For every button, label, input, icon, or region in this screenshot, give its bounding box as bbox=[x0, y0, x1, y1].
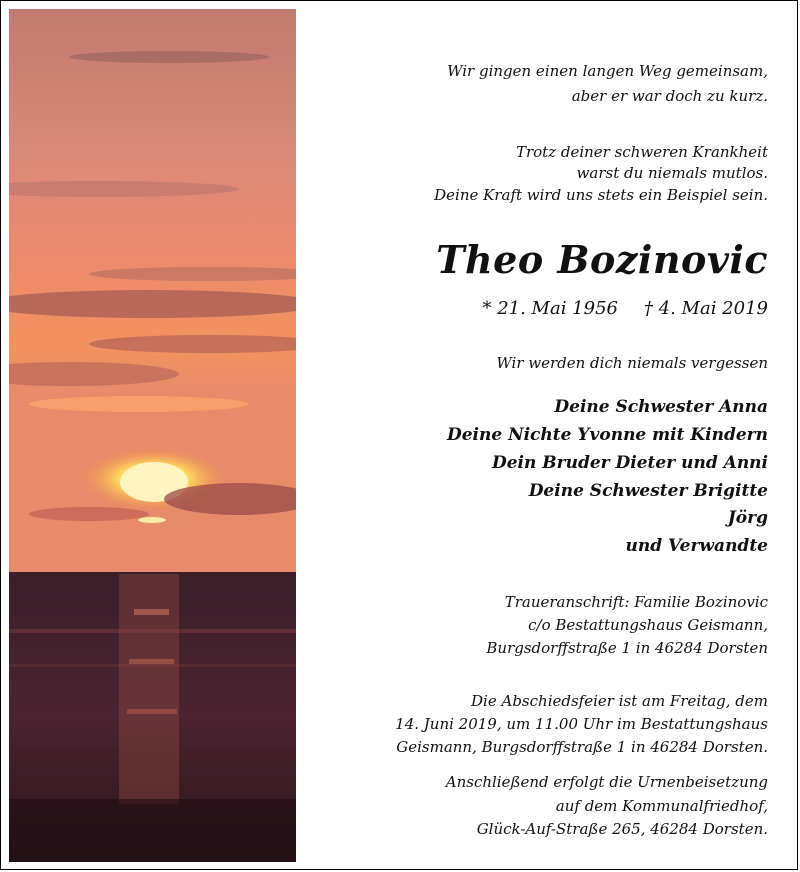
verse-line: Trotz deiner schweren Krankheit bbox=[515, 143, 768, 161]
death-date: † 4. Mai 2019 bbox=[643, 298, 768, 319]
ceremony-line: Glück-Auf-Straße 265, 46284 Dorsten. bbox=[476, 820, 768, 838]
ceremony-line: Geismann, Burgsdorffstraße 1 in 46284 Dorsten. bbox=[396, 738, 768, 756]
remembrance-line: Wir werden dich niemals vergessen bbox=[496, 354, 768, 372]
ceremony-line: Anschließend erfolgt die Urnenbeisetzung bbox=[445, 773, 768, 791]
mourner-item: Deine Nichte Yvonne mit Kindern bbox=[446, 425, 768, 445]
sunset-photo bbox=[9, 9, 296, 862]
ceremony-line: auf dem Kommunalfriedhof, bbox=[555, 797, 768, 815]
ceremony-line: Die Abschiedsfeier ist am Freitag, dem bbox=[471, 692, 768, 710]
verse-line: aber er war doch zu kurz. bbox=[571, 87, 768, 105]
verse-line: Wir gingen einen langen Weg gemeinsam, bbox=[447, 62, 768, 80]
verse-line: warst du niemals mutlos. bbox=[576, 164, 768, 182]
mourner-item: Dein Bruder Dieter und Anni bbox=[491, 453, 768, 473]
verse-line: Deine Kraft wird uns stets ein Beispiel sein. bbox=[434, 186, 768, 204]
mourner-item: und Verwandte bbox=[625, 536, 768, 556]
mourner-item: Deine Schwester Anna bbox=[554, 397, 768, 417]
sunset-image bbox=[9, 9, 296, 862]
birth-date: * 21. Mai 1956 bbox=[482, 298, 618, 319]
address-line: c/o Bestattungshaus Geismann, bbox=[528, 616, 768, 634]
ceremony-line: 14. Juni 2019, um 11.00 Uhr im Bestattungshaus bbox=[395, 715, 768, 733]
mourner-item: Jörg bbox=[727, 508, 768, 528]
deceased-name: Theo Bozinovic bbox=[436, 237, 768, 282]
mourner-item: Deine Schwester Brigitte bbox=[528, 481, 768, 501]
address-line: Traueranschrift: Familie Bozinovic bbox=[504, 593, 768, 611]
address-line: Burgsdorffstraße 1 in 46284 Dorsten bbox=[486, 639, 768, 657]
